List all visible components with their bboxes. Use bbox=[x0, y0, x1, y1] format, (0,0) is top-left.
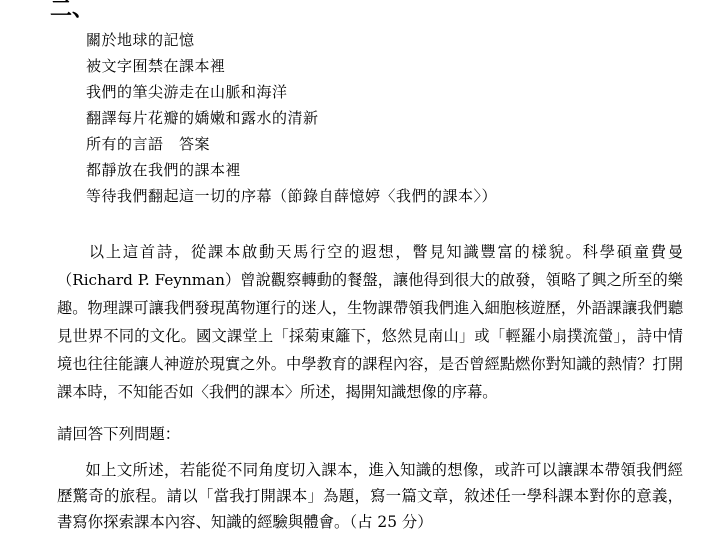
poem-excerpt bbox=[86, 27, 497, 209]
poem-line: 都靜放在我們的課本裡 bbox=[86, 161, 242, 179]
reading-passage bbox=[57, 238, 683, 406]
section-title: 二、 bbox=[50, 0, 95, 22]
reading-passage-text: 以上這首詩，從課本啟動天馬行空的遐想，瞥見知識豐富的樣貌。科學碩童費曼（Richard P. Feynman）曾說觀察轉動的餐盤，讓他得到很大的啟發，領略了興之所至的樂趣。物理課可讓我們發現萬物運行的迷人，生物課帶領我們進入細胞核遊歷，外語課讓我們聽見世界不同的文化。國文課堂上「採菊東籬下，悠然見南山」或「輕羅小扇撲流螢」，詩中情境也往往能讓人神遊於現實之外。中學教育的課程內容，是否曾經點燃你對知識的熱情？打開課本時，不知能否如〈我們的課本〉所述，揭開知識想像的序幕。 bbox=[57, 243, 683, 401]
poem-line: 翻譯每片花瓣的嬌嫩和露水的清新 bbox=[86, 109, 319, 127]
writing-task-text: 如上文所述，若能從不同角度切入課本，進入知識的想像，或許可以讓課本帶領我們經歷驚奇的旅程。請以「當我打開課本」為題，寫一篇文章，敘述任一學科課本對你的意義，書寫你探索課本內容、知識的經驗與體會。（占 25 分） bbox=[57, 461, 683, 531]
poem-line: 我們的筆尖游走在山脈和海洋 bbox=[86, 83, 288, 101]
poem-line: 被文字囿禁在課本裡 bbox=[86, 57, 226, 75]
poem-line-with-source: 等待我們翻起這一切的序幕（節錄自薛憶婷〈我們的課本〉） bbox=[86, 187, 498, 205]
poem-line: 關於地球的記憶 bbox=[86, 31, 195, 49]
question-intro: 請回答下列問題： bbox=[57, 425, 181, 443]
poem-line: 所有的言語 答案 bbox=[86, 135, 211, 153]
writing-task bbox=[57, 457, 683, 535]
